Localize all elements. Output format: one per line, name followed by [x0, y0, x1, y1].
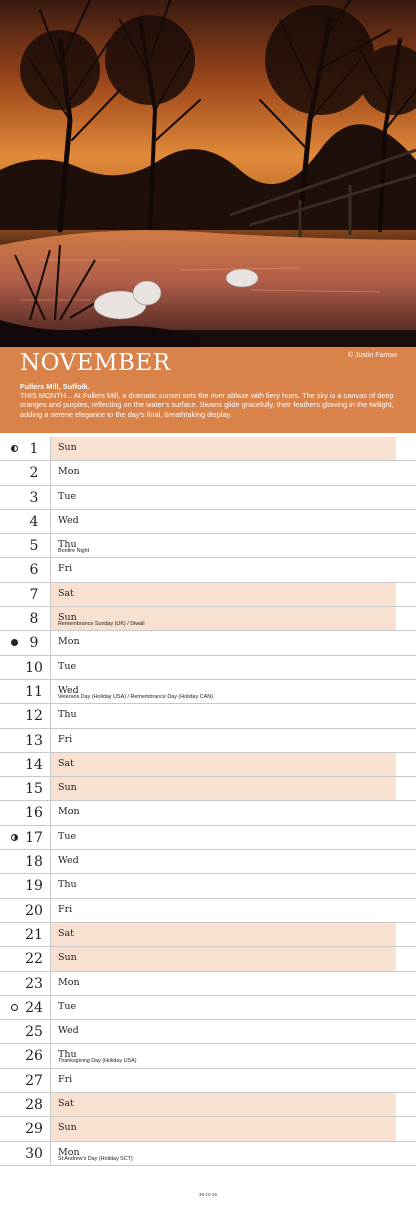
day-number: 12	[25, 708, 43, 725]
calendar-row[interactable]	[0, 1069, 416, 1093]
day-number: 22	[25, 951, 43, 968]
day-number: 25	[25, 1024, 43, 1041]
day-entry-area[interactable]	[51, 801, 396, 824]
day-number: 8	[29, 611, 39, 628]
day-entry-area[interactable]	[51, 972, 396, 995]
full-moon-icon	[11, 1004, 18, 1011]
weekday-label: Thu	[58, 1049, 77, 1061]
column-divider	[50, 826, 51, 849]
calendar-row[interactable]	[0, 826, 416, 850]
weekday-label: Fri	[58, 733, 73, 745]
weekday-label: Mon	[58, 466, 80, 478]
day-entry-area[interactable]	[51, 583, 396, 606]
calendar-row[interactable]	[0, 461, 416, 485]
day-number: 18	[25, 854, 43, 871]
weekday-label: Mon	[58, 806, 80, 818]
calendar-row[interactable]	[0, 1117, 416, 1141]
column-divider	[50, 437, 51, 460]
calendar-row[interactable]	[0, 899, 416, 923]
column-divider	[50, 801, 51, 824]
day-entry-area[interactable]	[51, 534, 396, 557]
day-number: 5	[29, 538, 39, 555]
day-number: 21	[25, 926, 43, 943]
day-number: 23	[25, 975, 43, 992]
column-divider	[50, 972, 51, 995]
footer-code: 36-10-26	[198, 1192, 217, 1197]
day-number: 29	[25, 1121, 43, 1138]
day-entry-area[interactable]	[51, 826, 396, 849]
calendar-row[interactable]	[0, 874, 416, 898]
day-number: 15	[25, 781, 43, 798]
weekday-label: Thu	[58, 539, 77, 551]
column-divider	[50, 558, 51, 581]
weekday-label: Sun	[58, 442, 77, 453]
day-number: 16	[25, 805, 43, 822]
event-label: St Andrew's Day (Holiday SCT)	[58, 1155, 133, 1162]
column-divider	[50, 1093, 51, 1116]
calendar-row[interactable]	[0, 656, 416, 680]
day-number: 30	[25, 1145, 43, 1162]
day-entry-area[interactable]	[51, 461, 396, 484]
calendar-row[interactable]	[0, 437, 416, 461]
calendar-row[interactable]	[0, 558, 416, 582]
weekday-label: Sun	[58, 1122, 77, 1134]
calendar-row[interactable]	[0, 801, 416, 825]
column-divider	[50, 850, 51, 873]
weekday-label: Mon	[58, 1146, 80, 1158]
weekday-label: Tue	[58, 490, 77, 502]
day-number: 19	[25, 878, 43, 895]
column-divider	[50, 996, 51, 1019]
weekday-label: Sat	[58, 927, 74, 939]
day-number: 6	[29, 562, 39, 579]
day-entry-area[interactable]	[51, 923, 396, 946]
day-number: 28	[25, 1097, 43, 1114]
day-number: 1	[29, 441, 39, 457]
photo-credit: © Justin Farrow	[347, 352, 397, 359]
weekday-label: Wed	[58, 1025, 79, 1037]
calendar-row[interactable]	[0, 704, 416, 728]
day-number: 24	[25, 999, 43, 1016]
column-divider	[50, 729, 51, 752]
column-divider	[50, 680, 51, 703]
day-entry-area[interactable]	[51, 656, 396, 679]
column-divider	[50, 1020, 51, 1043]
weekday-label: Sun	[58, 612, 77, 624]
column-divider	[50, 461, 51, 484]
day-number: 13	[25, 732, 43, 749]
day-entry-area[interactable]	[51, 777, 396, 800]
weekday-label: Wed	[58, 855, 79, 867]
column-divider	[50, 607, 51, 630]
column-divider	[50, 899, 51, 922]
calendar-row[interactable]	[0, 1044, 416, 1068]
weekday-label: Mon	[58, 976, 80, 988]
photo-location: Fullers Mill, Suffolk.	[20, 382, 90, 391]
calendar-grid	[0, 437, 416, 1166]
calendar-row[interactable]	[0, 680, 416, 704]
calendar-row[interactable]	[0, 631, 416, 655]
day-entry-area[interactable]	[51, 437, 396, 460]
day-entry-area[interactable]	[51, 874, 396, 897]
day-entry-area[interactable]	[51, 558, 396, 581]
day-entry-area[interactable]	[51, 704, 396, 727]
day-number: 7	[29, 586, 39, 603]
weekday-label: Mon	[58, 636, 80, 648]
day-entry-area[interactable]	[51, 947, 396, 970]
day-entry-area[interactable]	[51, 1020, 396, 1043]
calendar-row[interactable]	[0, 607, 416, 631]
column-divider	[50, 631, 51, 654]
event-label: Remembrance Sunday (UK) / Diwali	[58, 621, 145, 628]
column-divider	[50, 704, 51, 727]
calendar-row[interactable]	[0, 534, 416, 558]
weekday-label: Sat	[58, 587, 74, 599]
weekday-label: Sat	[58, 1098, 74, 1110]
column-divider	[50, 947, 51, 970]
photo-description: THIS MONTH... At Fullers Mill, a dramatic sunset sets the river ablaze with fiery hues. The sky is a canvas of deep oranges and purples, reflecting on the water's surface. Swans glide gracefully, their feathers glowing in the twilight, adding a serene elegance to the day's final, breathtaking display.	[20, 391, 394, 419]
new-moon-icon	[11, 639, 18, 646]
day-entry-area[interactable]	[51, 996, 396, 1019]
first-quarter-moon-icon	[11, 834, 18, 841]
column-divider	[50, 1069, 51, 1092]
column-divider	[50, 534, 51, 557]
column-divider	[50, 1142, 51, 1165]
day-entry-area[interactable]	[51, 850, 396, 873]
calendar-row[interactable]	[0, 1093, 416, 1117]
calendar-row[interactable]	[0, 1020, 416, 1044]
day-number: 9	[29, 635, 39, 652]
weekday-label: Sat	[58, 757, 74, 769]
photo-caption	[20, 382, 396, 419]
calendar-row[interactable]	[0, 729, 416, 753]
month-title: NOVEMBER	[20, 350, 171, 376]
day-entry-area[interactable]	[51, 631, 396, 654]
day-entry-area[interactable]	[51, 1093, 396, 1116]
weekday-label: Fri	[58, 1073, 73, 1085]
event-label: Thanksgiving Day (Holiday USA)	[58, 1058, 137, 1065]
weekday-label: Fri	[58, 563, 73, 575]
column-divider	[50, 583, 51, 606]
calendar-row[interactable]	[0, 972, 416, 996]
day-entry-area[interactable]	[51, 729, 396, 752]
column-divider	[50, 753, 51, 776]
event-label: Veterans Day (Holiday USA) / Remembrance Day (Holiday CAN)	[58, 693, 213, 700]
weekday-label: Tue	[58, 830, 77, 842]
day-number: 11	[25, 683, 43, 700]
calendar-row[interactable]	[0, 947, 416, 971]
weekday-label: Tue	[58, 660, 77, 672]
column-divider	[50, 874, 51, 897]
day-entry-area[interactable]	[51, 753, 396, 776]
calendar-row[interactable]	[0, 753, 416, 777]
day-number: 10	[25, 659, 43, 676]
day-number: 4	[29, 513, 39, 530]
weekday-label: Wed	[58, 684, 79, 696]
column-divider	[50, 1044, 51, 1067]
calendar-row[interactable]	[0, 777, 416, 801]
calendar-row[interactable]	[0, 1142, 416, 1166]
day-number: 27	[25, 1072, 43, 1089]
weekday-label: Wed	[58, 514, 79, 526]
column-divider	[50, 656, 51, 679]
calendar-row[interactable]	[0, 996, 416, 1020]
day-entry-area[interactable]	[51, 1069, 396, 1092]
weekday-label: Fri	[58, 903, 73, 915]
column-divider	[50, 1117, 51, 1140]
calendar-row[interactable]	[0, 850, 416, 874]
calendar-row[interactable]	[0, 486, 416, 510]
column-divider	[50, 486, 51, 509]
calendar-row[interactable]	[0, 923, 416, 947]
day-entry-area[interactable]	[51, 1117, 396, 1140]
day-entry-area[interactable]	[51, 899, 396, 922]
last-quarter-moon-icon	[11, 445, 18, 452]
column-divider	[50, 777, 51, 800]
column-divider	[50, 923, 51, 946]
calendar-row[interactable]	[0, 510, 416, 534]
calendar-row[interactable]	[0, 583, 416, 607]
weekday-label: Sun	[58, 952, 77, 964]
event-label: Bonfire Night	[58, 548, 90, 555]
weekday-label: Sun	[58, 782, 77, 794]
day-entry-area[interactable]	[51, 486, 396, 509]
day-number: 20	[25, 902, 43, 919]
day-number: 3	[29, 489, 39, 506]
day-entry-area[interactable]	[51, 510, 396, 533]
sunset-river-image	[0, 0, 416, 347]
column-divider	[50, 510, 51, 533]
weekday-label: Thu	[58, 879, 77, 891]
day-number: 2	[29, 465, 39, 482]
day-number: 17	[25, 829, 43, 846]
header-photo	[0, 0, 416, 347]
weekday-label: Thu	[58, 709, 77, 721]
day-number: 14	[25, 756, 43, 773]
day-number: 26	[25, 1048, 43, 1065]
weekday-label: Tue	[58, 1000, 77, 1012]
